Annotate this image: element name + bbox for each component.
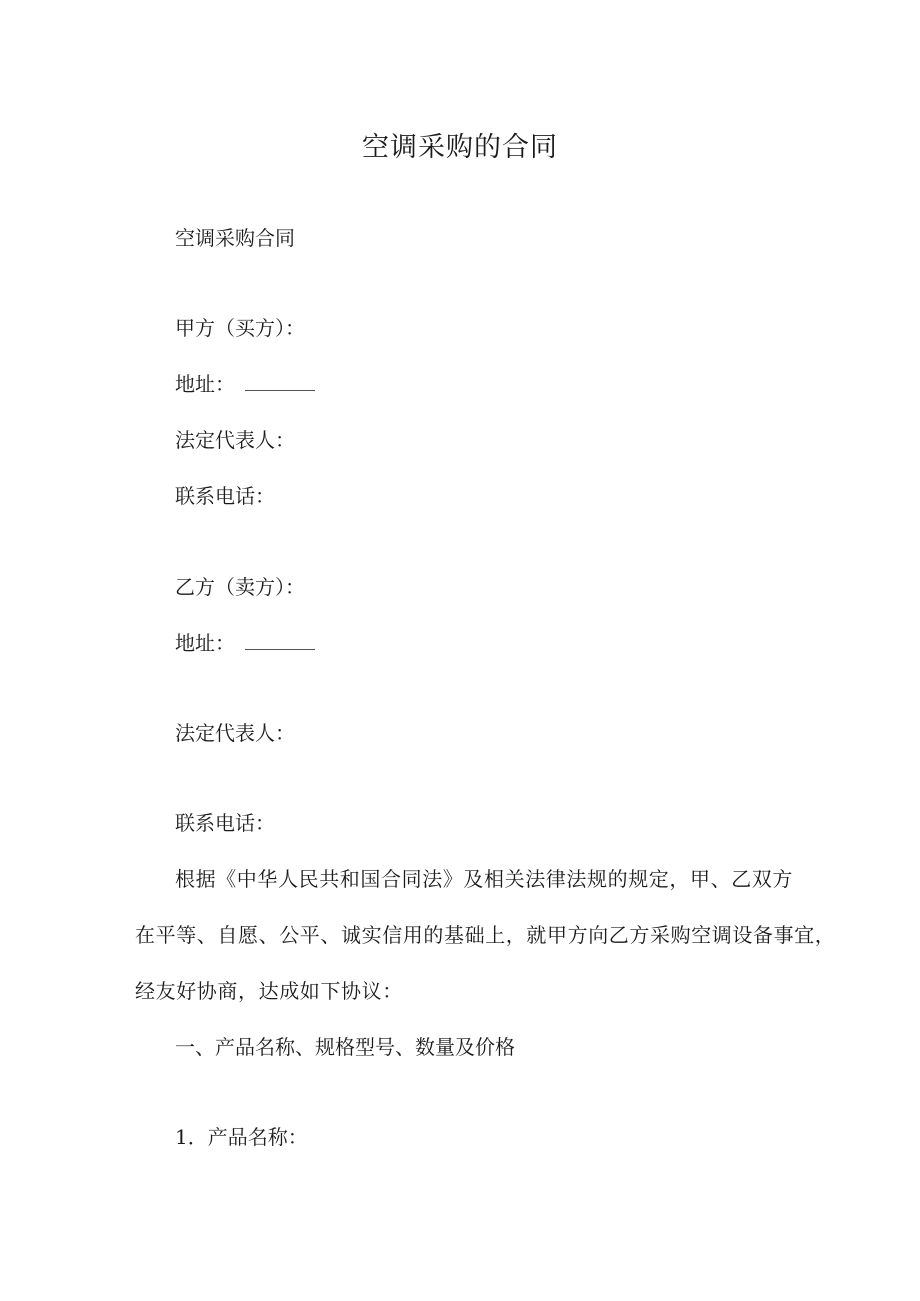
intro-line-3: 经友好协商，达成如下协议： [135, 979, 403, 1003]
intro-line-2: 在平等、自愿、公平、诚实信用的基础上，就甲方向乙方采购空调设备事宜， [135, 923, 836, 947]
party-b-address-label: 地址： [175, 631, 235, 655]
party-b-address [175, 631, 315, 655]
section-1-item-1: 1．产品名称： [175, 1125, 308, 1149]
document-title: 空调采购的合同 [362, 132, 558, 163]
party-b-address-blank [245, 635, 315, 650]
document-subtitle: 空调采购合同 [175, 226, 295, 250]
party-a-heading: 甲方（买方）： [175, 316, 305, 340]
intro-line-1: 根据《中华人民共和国合同法》及相关法律法规的规定，甲、乙双方 [175, 867, 793, 891]
party-b-legal-rep-label: 法定代表人： [175, 721, 295, 745]
party-a-phone-label: 联系电话： [175, 484, 275, 508]
party-b-phone-label: 联系电话： [175, 811, 275, 835]
party-b-heading: 乙方（卖方）： [175, 575, 305, 599]
party-a-address-blank [245, 376, 315, 391]
party-a-address [175, 372, 315, 396]
section-1-heading: 一、产品名称、规格型号、数量及价格 [175, 1035, 515, 1059]
party-a-legal-rep-label: 法定代表人： [175, 428, 295, 452]
party-a-address-label: 地址： [175, 372, 235, 396]
